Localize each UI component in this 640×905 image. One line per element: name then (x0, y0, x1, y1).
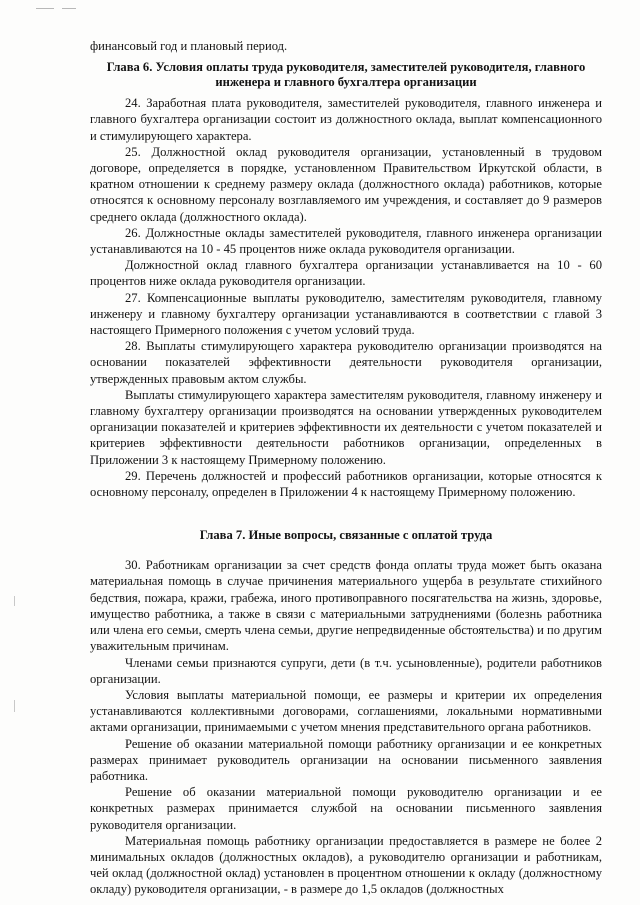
scan-artifact-tick (14, 700, 15, 712)
intro-line: финансовый год и плановый период. (90, 39, 288, 53)
paragraph-28: 28. Выплаты стимулирующего характера руководителю организации производятся на основании показателей эффективности деятельности руководителя организации, утвержденных правовым актом службы. (90, 339, 602, 386)
paragraph-30-conditions: Условия выплаты материальной помощи, ее размеры и критерии их определения устанавливаются коллективными договорами, соглашениями, локальными нормативными актами организации, принимаемыми с учетом мнения представительного органа работников. (90, 687, 602, 735)
paragraph-26-accountant: Должностной оклад главного бухгалтера организации устанавливается на 10 - 60 процентов ниже оклада руководителя организации. (90, 258, 602, 289)
paragraph-30-amount: Материальная помощь работнику организации предоставляется в размере не более 2 минимальных окладов (должностных окладов), а руководителю организации и работникам, чей оклад (должностной оклад) установлен в процентном отношении к окладу (должностному окладу) руководителя организации, - в размере до 1,5 окладов (должностных (90, 833, 602, 897)
scan-artifact-line (36, 8, 54, 9)
document-body (90, 38, 602, 898)
chapter-6-heading: Глава 6. Условия оплаты труда руководителя, заместителей руководителя, главного инженера и главного бухгалтера организации (106, 60, 586, 90)
paragraph-28-deputies: Выплаты стимулирующего характера заместителям руководителя, главному инженеру и главному бухгалтеру организации производятся на основании утвержденных руководителем организации показателей и критериев эффективности их деятельности с учетом показателей и критериев эффективности деятельности работников организации, определенных в Приложении 3 к настоящему Примерному положению. (90, 387, 602, 467)
scan-artifact-tick (14, 596, 15, 606)
paragraph-27: 27. Компенсационные выплаты руководителю, заместителям руководителя, главному инженеру и главному бухгалтеру организации устанавливаются в соответствии с главой 3 настоящего Примерного положения с учетом условий труда. (90, 290, 602, 338)
paragraph-29: 29. Перечень должностей и профессий работников организации, которые относятся к основному персоналу, определен в Приложении 4 к настоящему Примерному положению. (90, 468, 602, 500)
paragraph-25: 25. Должностной оклад руководителя организации, установленный в трудовом договоре, определяется в порядке, установленном Правительством Иркутской области, в кратном отношении к среднему размеру оклада (должностного оклада) работников, которые относятся к основному персоналу возглавляемого им учреждения, и составляет до 9 размеров среднего оклада (должностного оклада). (90, 144, 602, 224)
paragraph-30-employee-decision: Решение об оказании материальной помощи работнику организации и ее конкретных размерах принимает руководитель организации на основании письменного заявления работника. (90, 736, 602, 783)
paragraph-26: 26. Должностные оклады заместителей руководителя, главного инженера организации устанавливаются на 10 - 45 процентов ниже оклада руководителя организации. (90, 225, 602, 257)
paragraph-30-family: Членами семьи признаются супруги, дети (в т.ч. усыновленные), родители работников организации. (90, 655, 602, 686)
paragraph-24: 24. Заработная плата руководителя, заместителей руководителя, главного инженера и главного бухгалтера организации состоит из должностного оклада, выплат компенсационного и стимулирующего характера. (90, 96, 602, 143)
paragraph-30-head-decision: Решение об оказании материальной помощи руководителю организации и ее конкретных размерах принимается службой на основании письменного заявления руководителя организации. (90, 785, 602, 832)
chapter-7-heading: Глава 7. Иные вопросы, связанные с оплатой труда (199, 528, 493, 543)
scan-artifact-line (62, 8, 76, 9)
paragraph-30: 30. Работникам организации за счет средств фонда оплаты труда может быть оказана материальная помощь в случае причинения материального ущерба в результате стихийного бедствия, пожара, кражи, грабежа, иного противоправного посягательства на жизнь, здоровье, имущество работника, а также в связи с материальными затруднениями (болезнь работника или члена его семьи, смерть члена семьи, другие непредвиденные обстоятельства) и по другим уважительным причинам. (90, 558, 602, 654)
